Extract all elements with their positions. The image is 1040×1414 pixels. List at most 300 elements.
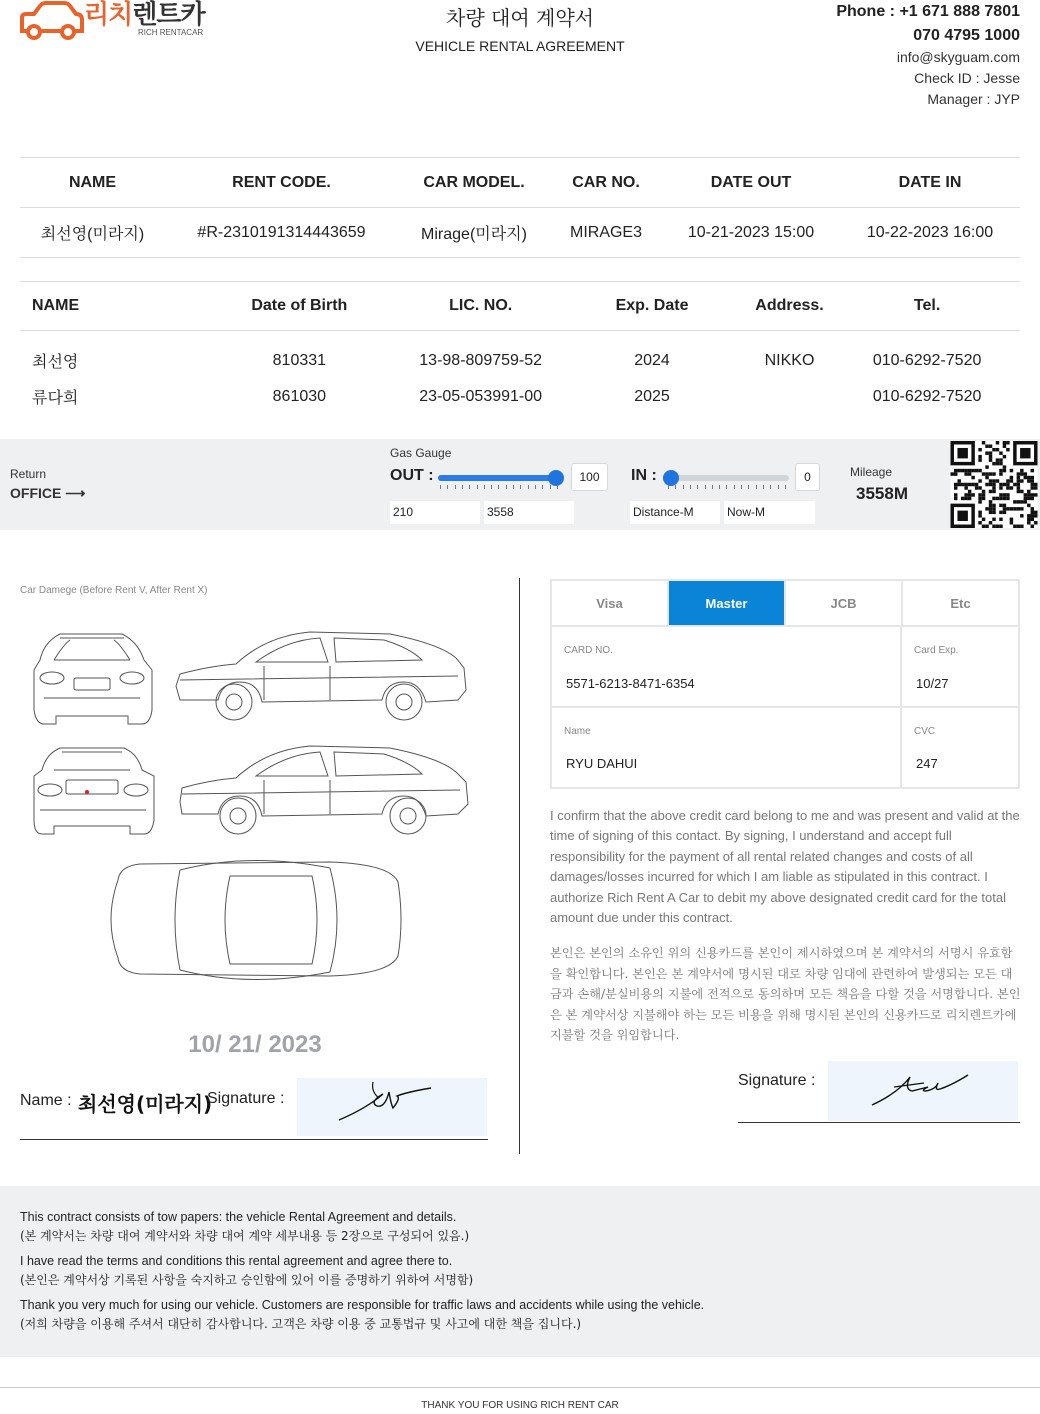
slider-ticks (668, 485, 786, 491)
column-header: CAR MODEL. (398, 158, 550, 208)
qr-module (975, 486, 978, 489)
qr-module (954, 493, 957, 496)
car-left-side-view-icon[interactable] (180, 746, 468, 834)
card-cvc-label: CVC (914, 726, 936, 737)
qr-module (1003, 465, 1006, 468)
brand-name-kr: 리치 (84, 0, 133, 30)
table-row (20, 331, 1020, 379)
qr-module (978, 448, 981, 451)
qr-module (999, 518, 1002, 521)
qr-module (1006, 479, 1009, 482)
qr-module (1010, 469, 1013, 472)
column-header: Tel. (834, 282, 1020, 331)
payment-card-panel (550, 579, 1020, 789)
qr-module (964, 472, 967, 475)
qr-module (999, 525, 1002, 528)
tab-jcb[interactable]: JCB (786, 581, 903, 627)
handwritten-signature (828, 1061, 1018, 1121)
qr-module (954, 486, 957, 489)
table-cell: #R-2310191314443659 (165, 208, 398, 258)
signature-pad[interactable] (828, 1061, 1018, 1121)
qr-module (982, 493, 985, 496)
column-header: NAME (20, 158, 165, 208)
qr-module (985, 444, 988, 447)
qr-module (1031, 486, 1034, 489)
table-cell (745, 379, 834, 415)
slider-tick (484, 485, 485, 489)
qr-module (989, 444, 992, 447)
slider-tick (712, 485, 713, 489)
qr-module (982, 441, 985, 444)
in-gas-slider[interactable] (663, 475, 789, 481)
qr-module (999, 493, 1002, 496)
slider-tick (491, 485, 492, 489)
qr-module (957, 448, 967, 458)
slider-tick (734, 485, 735, 489)
qr-module (985, 507, 988, 510)
table-header-row (20, 282, 1020, 331)
qr-module (1006, 486, 1009, 489)
qr-module (957, 511, 967, 521)
note-en: Thank you very much for using our vehicle. Customers are responsible for traffic laws and accidents while using the vehicle. (20, 1298, 705, 1312)
slider-tick (668, 485, 669, 489)
qr-module (975, 483, 978, 486)
qr-module (992, 497, 995, 500)
manager-name: Manager : JYP (927, 91, 1020, 107)
qr-module (978, 455, 981, 458)
qr-module (1010, 521, 1013, 524)
qr-module (996, 525, 999, 528)
note-en: This contract consists of tow papers: the vehicle Rental Agreement and details. (20, 1210, 457, 1224)
qr-module (989, 500, 992, 503)
arrow-right-icon: ⟶ (65, 485, 86, 501)
qr-module (996, 458, 999, 461)
qr-module (985, 472, 988, 475)
qr-module (1003, 507, 1006, 510)
qr-module (985, 451, 988, 454)
table-cell: 010-6292-7520 (872, 387, 982, 405)
slider-tick (455, 485, 456, 489)
check-id: Check ID : Jesse (914, 70, 1020, 86)
qr-module (999, 511, 1002, 514)
car-right-side-view-icon[interactable] (176, 632, 466, 720)
page-title-kr: 차량 대여 계약서 (446, 6, 594, 30)
qr-module (1003, 469, 1006, 472)
qr-module (1034, 514, 1037, 517)
qr-module (985, 525, 988, 528)
slider-tick (550, 485, 551, 489)
footer-divider (0, 1387, 1040, 1388)
qr-module (1013, 483, 1016, 486)
qr-module (1031, 493, 1034, 496)
qr-module (1024, 472, 1027, 475)
qr-module (1017, 486, 1020, 489)
qr-module (1031, 469, 1034, 472)
note-kr: (저희 차량을 이용해 주셔서 대단히 감사합니다. 고객은 차량 이용 중 교통법규 및 사고에 대한 책을 집니다.) (20, 1317, 582, 1331)
qr-module (968, 493, 971, 496)
slider-tick (756, 485, 757, 489)
column-header: DATE OUT (662, 158, 840, 208)
cardholder-name-field[interactable] (552, 708, 902, 787)
qr-module (992, 479, 995, 482)
qr-module (1020, 479, 1023, 482)
qr-module (968, 472, 971, 475)
qr-module (1003, 483, 1006, 486)
slider-tick (675, 485, 676, 489)
qr-module (1017, 483, 1020, 486)
table-cell: Mirage(미라지) (398, 208, 550, 258)
qr-module (1017, 472, 1020, 475)
in-label: IN : (631, 467, 657, 484)
qr-module (1020, 472, 1023, 475)
table-cell: MIRAGE3 (550, 208, 662, 258)
qr-module (1027, 493, 1030, 496)
table-cell: NIKKO (764, 351, 815, 369)
table-cell: 최선영 (32, 354, 79, 372)
qr-module (999, 472, 1002, 475)
qr-module (978, 514, 981, 517)
column-header: LIC. NO. (402, 282, 559, 331)
mileage-value: 3558M (856, 484, 908, 503)
renter-signature-block (20, 1078, 488, 1140)
qr-module (978, 500, 981, 503)
qr-module (1027, 514, 1030, 517)
damage-legend: Car Damege (Before Rent V, After Rent X) (20, 585, 208, 596)
tab-visa[interactable]: Visa (552, 581, 669, 627)
qr-module (961, 469, 964, 472)
qr-module (992, 448, 995, 451)
slider-tick (719, 485, 720, 489)
qr-module (1031, 476, 1034, 479)
qr-module (964, 493, 967, 496)
qr-module (1020, 469, 1023, 472)
qr-module (996, 479, 999, 482)
card-confirmation-kr: 본인은 본인의 소유인 위의 신용카드를 본인이 제시하였으며 본 계약서의 서명시 유효함을 확인합니다. 본인은 본 계약서에 명시된 대로 차량 임대에 관련하여 발생되는 모든 대금과 손해/분실비용의 지불에 전적으로 동의하며 모든 책음을 다할 것을 서명합니다. 본인은 본 계약서상 지불해야 하는 모든 비용을 위해 명시된 본인의 신용카드로 리치렌트카에 지불할 것을 위임합니다. (550, 946, 1021, 1043)
card-expiry-field[interactable] (902, 627, 1018, 708)
column-header: Exp. Date (559, 282, 745, 331)
qr-module (975, 469, 978, 472)
card-number-value: 5571-6213-8471-6354 (566, 676, 695, 691)
qr-module (1006, 448, 1009, 451)
rental-table (20, 157, 1020, 258)
out-gas-slider[interactable] (438, 475, 564, 481)
car-front-view-icon[interactable] (34, 634, 152, 724)
signature-label: Signature : (207, 1090, 285, 1107)
qr-module (989, 455, 992, 458)
qr-module (1013, 525, 1016, 528)
qr-module (992, 486, 995, 489)
table-cell: 810331 (272, 351, 327, 369)
qr-module (1031, 514, 1034, 517)
in-distance-field[interactable]: Distance-M (630, 501, 720, 524)
qr-module (978, 486, 981, 489)
qr-module (968, 497, 971, 500)
slider-tick (726, 485, 727, 489)
qr-module (989, 472, 992, 475)
renter-name: 최선영(미라지) (78, 1092, 213, 1116)
contract-notes (0, 1186, 1040, 1357)
qr-module (1010, 476, 1013, 479)
out-label: OUT : (390, 467, 434, 484)
column-header: NAME (20, 282, 197, 331)
qr-module (989, 504, 992, 507)
table-cell: 23-05-053991-00 (419, 387, 543, 405)
qr-module (1010, 479, 1013, 482)
qr-module (978, 511, 981, 514)
qr-module (1027, 504, 1030, 507)
qr-module (982, 525, 985, 528)
table-row (20, 379, 1020, 415)
slider-tick (557, 485, 558, 489)
qr-module (1003, 493, 1006, 496)
phone-secondary: 070 4795 1000 (913, 27, 1020, 44)
qr-module (1034, 486, 1037, 489)
qr-module (992, 490, 995, 493)
qr-module (954, 483, 957, 486)
qr-module (1006, 497, 1009, 500)
slider-tick (477, 485, 478, 489)
qr-module (989, 483, 992, 486)
page-title-en: VEHICLE RENTAL AGREEMENT (415, 38, 625, 54)
slider-ticks (440, 485, 558, 491)
qr-module (1024, 493, 1027, 496)
qr-module (996, 448, 999, 451)
card-cvc-field[interactable] (902, 708, 1018, 787)
qr-module (982, 497, 985, 500)
name-label: Name : (20, 1092, 72, 1109)
qr-module (1006, 483, 1009, 486)
in-mileage-field[interactable]: Now-M (724, 501, 815, 524)
qr-module (999, 451, 1002, 454)
qr-module (971, 476, 974, 479)
qr-module (992, 507, 995, 510)
slider-tick (690, 485, 691, 489)
slider-tick (535, 485, 536, 489)
out-distance-field[interactable]: 210 (390, 501, 480, 524)
contract-date: 10/ 21/ 2023 (188, 1031, 322, 1058)
qr-module (992, 518, 995, 521)
return-value: OFFICE (10, 485, 62, 501)
slider-tick (741, 485, 742, 489)
qr-module (989, 511, 992, 514)
slider-tick (778, 485, 779, 489)
card-expiry-value: 10/27 (916, 676, 949, 691)
slider-tick (440, 485, 441, 489)
qr-module (954, 469, 957, 472)
slider-tick (520, 485, 521, 489)
qr-module (961, 483, 964, 486)
note-en: I have read the terms and conditions this rental agreement and agree there to. (20, 1254, 453, 1268)
qr-module (989, 451, 992, 454)
qr-module (957, 483, 960, 486)
qr-module (1020, 500, 1023, 503)
slider-tick (462, 485, 463, 489)
column-header: DATE IN (840, 158, 1020, 208)
qr-module (992, 483, 995, 486)
qr-module (1003, 504, 1006, 507)
qr-module (992, 525, 995, 528)
qr-module (968, 483, 971, 486)
return-label: Return (10, 467, 47, 481)
slider-tick (683, 485, 684, 489)
qr-module (999, 504, 1002, 507)
qr-module (1013, 500, 1016, 503)
qr-module (1034, 483, 1037, 486)
qr-module (1024, 497, 1027, 500)
return-location (10, 485, 85, 502)
slider-tick (498, 485, 499, 489)
contact-block (836, 3, 1020, 112)
qr-module (1020, 525, 1023, 528)
slider-tick (506, 485, 507, 489)
out-mileage-field[interactable]: 3558 (484, 501, 574, 524)
qr-module (1020, 490, 1023, 493)
tab-master[interactable]: Master (669, 581, 786, 627)
slider-tick (469, 485, 470, 489)
qr-module (1031, 507, 1034, 510)
qr-module (961, 497, 964, 500)
qr-module (1017, 525, 1020, 528)
qr-module (968, 490, 971, 493)
table-cell: 010-6292-7520 (872, 351, 982, 369)
table-cell: 10-21-2023 15:00 (662, 208, 840, 258)
qr-module (1027, 476, 1030, 479)
qr-module (1031, 525, 1034, 528)
table-cell: 류다희 (32, 390, 79, 407)
qr-module (1006, 507, 1009, 510)
qr-module (1017, 476, 1020, 479)
table-cell: 10-22-2023 16:00 (840, 208, 1020, 258)
note-kr: (본 계약서는 차량 대여 계약서와 차량 대여 계약 세부내용 등 2장으로 구성되어 있음.) (20, 1229, 470, 1243)
qr-module (999, 483, 1002, 486)
qr-module (1020, 514, 1023, 517)
qr-module (964, 486, 967, 489)
qr-module (971, 483, 974, 486)
qr-module (1003, 455, 1006, 458)
cardholder-signature-block (738, 1061, 1020, 1123)
card-cvc-value: 247 (916, 756, 938, 771)
qr-module (989, 521, 992, 524)
qr-module (978, 458, 981, 461)
qr-module (1031, 483, 1034, 486)
qr-module (1031, 479, 1034, 482)
slider-handle[interactable] (548, 470, 564, 486)
qr-module (1010, 518, 1013, 521)
in-gas-value: 0 (795, 463, 820, 491)
qr-module (1010, 486, 1013, 489)
slider-tick (513, 485, 514, 489)
qr-module (1031, 497, 1034, 500)
car-damage-diagram[interactable] (30, 620, 480, 990)
out-gas-value: 100 (571, 463, 608, 491)
phone-primary: Phone : +1 671 888 7801 (836, 3, 1020, 20)
table-cell: 2024 (634, 351, 670, 369)
qr-module (1027, 490, 1030, 493)
car-top-view-icon[interactable] (111, 860, 401, 979)
qr-module (1017, 490, 1020, 493)
qr-module (964, 469, 967, 472)
qr-module (954, 497, 957, 500)
qr-module (1006, 493, 1009, 496)
qr-module (957, 469, 960, 472)
slider-fill (438, 475, 556, 481)
qr-module (1031, 511, 1034, 514)
qr-module (1034, 511, 1037, 514)
qr-module (989, 479, 992, 482)
qr-module (999, 486, 1002, 489)
qr-code-icon (950, 441, 1038, 528)
qr-module (982, 472, 985, 475)
qr-module (978, 521, 981, 524)
qr-module (1017, 507, 1020, 510)
qr-module (982, 518, 985, 521)
qr-module (996, 441, 999, 444)
qr-module (996, 462, 999, 465)
qr-module (999, 469, 1002, 472)
brand-name-en: RICH RENTACAR (138, 28, 204, 37)
gas-gauge-bar (0, 439, 1040, 530)
drivers-table (20, 281, 1020, 415)
table-cell: 최선영(미라지) (20, 208, 165, 258)
qr-module (1017, 500, 1020, 503)
qr-module (999, 462, 1002, 465)
email-address: info@skyguam.com (896, 49, 1020, 65)
qr-module (957, 479, 960, 482)
slider-tick (697, 485, 698, 489)
qr-module (1024, 500, 1027, 503)
qr-module (971, 469, 974, 472)
column-header: Date of Birth (197, 282, 403, 331)
tab-etc[interactable]: Etc (903, 581, 1018, 627)
qr-module (989, 458, 992, 461)
qr-module (978, 497, 981, 500)
slider-tick (785, 485, 786, 489)
qr-module (964, 483, 967, 486)
qr-module (1027, 497, 1030, 500)
slider-tick (542, 485, 543, 489)
qr-module (978, 493, 981, 496)
column-header: CAR NO. (550, 158, 662, 208)
brand-name-kr-dark: 렌트카 (132, 0, 205, 30)
qr-module (985, 465, 988, 468)
card-type-tabs (552, 581, 1018, 627)
car-rear-view-icon[interactable] (34, 748, 154, 834)
qr-module (1027, 479, 1030, 482)
slider-tick (447, 485, 448, 489)
qr-module (1020, 507, 1023, 510)
footer-thanks: THANK YOU FOR USING RICH RENT CAR (421, 1400, 619, 1411)
qr-module (992, 462, 995, 465)
qr-module (1003, 444, 1006, 447)
column-header: Address. (745, 282, 834, 331)
card-number-field[interactable] (552, 627, 902, 708)
qr-module (1024, 476, 1027, 479)
qr-module (1013, 507, 1016, 510)
table-cell: 2025 (634, 387, 670, 405)
table-cell: 861030 (272, 387, 327, 405)
signature-label: Signature : (738, 1072, 816, 1089)
qr-module (951, 472, 954, 475)
slider-tick (748, 485, 749, 489)
table-header-row (20, 158, 1020, 208)
qr-module (968, 469, 971, 472)
qr-module (999, 458, 1002, 461)
slider-handle[interactable] (663, 470, 679, 486)
qr-module (1027, 521, 1030, 524)
qr-module (989, 490, 992, 493)
signature-pad[interactable] (297, 1078, 487, 1136)
qr-module (992, 472, 995, 475)
